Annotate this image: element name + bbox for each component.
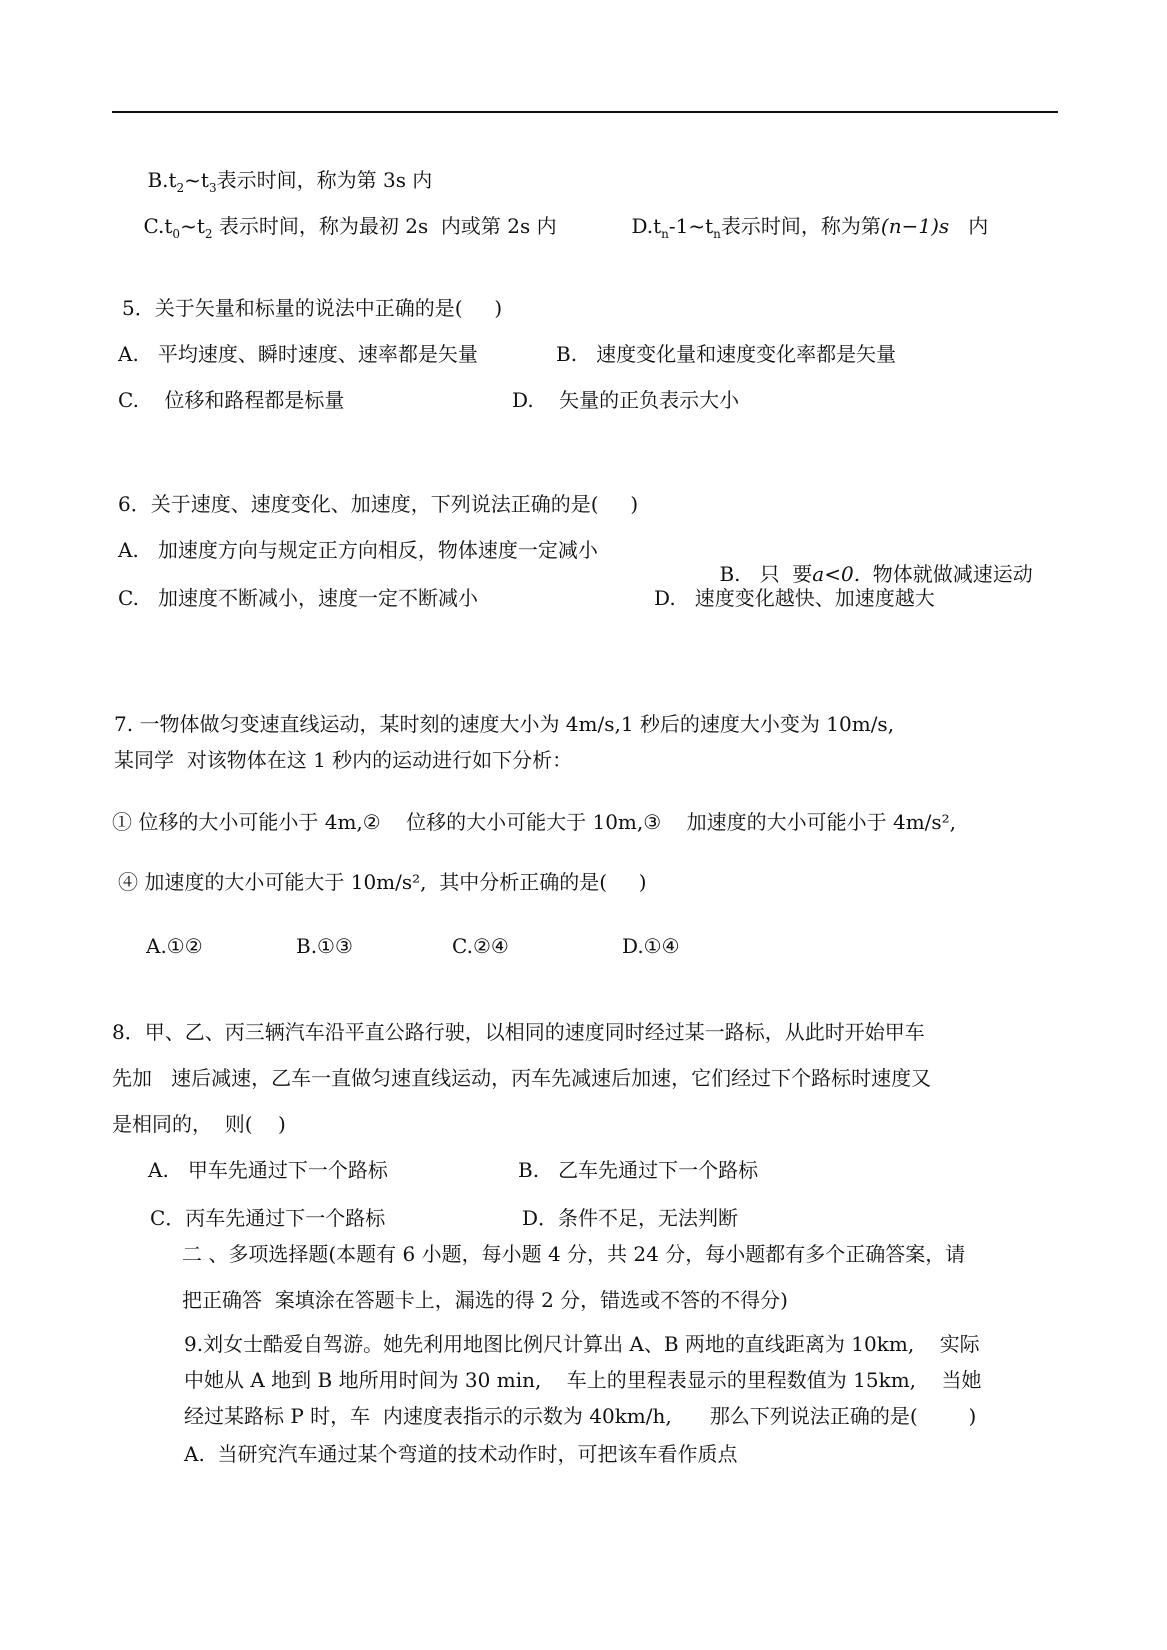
q8-line-1: 8．甲、乙、丙三辆汽车沿平直公路行驶，以相同的速度同时经过某一路标，从此时开始甲车 xyxy=(112,1020,925,1044)
q9-option-a: A. 当研究汽车通过某个弯道的技术动作时，可把该车看作质点 xyxy=(184,1442,738,1466)
q7-line-3: ① 位移的大小可能小于 4m,② 位移的大小可能大于 10m,③ 加速度的大小可能小于 4m/s², xyxy=(112,810,957,834)
section2-line-1: 二 、多项选择题(本题有 6 小题，每小题 4 分，共 24 分，每小题都有多个正确答案，请 xyxy=(182,1242,966,1266)
q6-option-a: A. 加速度方向与规定正方向相反，物体速度一定减小 xyxy=(118,538,598,562)
q8-option-c: C．丙车先通过下一个路标 xyxy=(150,1206,386,1230)
q5-stem: 5．关于矢量和标量的说法中正确的是( ) xyxy=(122,296,503,320)
q4-option-b: $B.t_2\sim t_3$表示时间，称为第 3s 内 xyxy=(147,168,433,195)
q7-option-a: A.①② xyxy=(146,934,203,958)
q7-line-1: 7. 一物体做匀变速直线运动，某时刻的速度大小为 4m/s,1 秒后的速度大小变为 10m/s, xyxy=(114,712,895,736)
q5-option-d: D. 矢量的正负表示大小 xyxy=(512,388,740,412)
q6-option-c: C. 加速度不断减小，速度一定不断减小 xyxy=(118,586,479,610)
q4-option-c: $C.t_0\sim t_2$ 表示时间，称为最初 2s 内或第 2s 内 xyxy=(143,214,557,241)
q7-line-2: 某同学 对该物体在这 1 秒内的运动进行如下分析： xyxy=(114,748,573,772)
q6-stem: 6．关于速度、速度变化、加速度，下列说法正确的是( ) xyxy=(118,492,639,516)
q8-option-d: D．条件不足，无法判断 xyxy=(522,1206,739,1230)
q7-line-4: ④ 加速度的大小可能大于 10m/s², 其中分析正确的是( ) xyxy=(118,870,647,894)
q9-line-1: 9.刘女士酷爱自驾游。她先利用地图比例尺计算出 A、B 两地的直线距离为 10km, 实际 xyxy=(184,1332,980,1356)
q8-line-3: 是相同的， 则( ) xyxy=(112,1112,286,1136)
q6-option-b: B. 只 要a<0. 物体就做减速运动 xyxy=(719,562,1033,586)
q8-option-a: A. 甲车先通过下一个路标 xyxy=(148,1158,388,1182)
q6-option-d: D. 速度变化越快、加速度越大 xyxy=(654,586,935,610)
q9-line-2: 中她从 A 地到 B 地所用时间为 30 min, 车上的里程表显示的里程数值为 15km, 当她 xyxy=(184,1368,982,1392)
q7-option-c: C.②④ xyxy=(452,934,509,958)
q5-option-a: A. 平均速度、瞬时速度、速率都是矢量 xyxy=(118,342,478,366)
q7-option-d: D.①④ xyxy=(622,934,680,958)
q4-option-d: $D.t_n-1\sim t_n$表示时间，称为第(n−1)s 内 xyxy=(631,214,989,241)
header-rule xyxy=(112,111,1058,113)
q8-option-b: B. 乙车先通过下一个路标 xyxy=(518,1158,759,1182)
q7-option-b: B.①③ xyxy=(296,934,353,958)
section2-line-2: 把正确答 案填涂在答题卡上，漏选的得 2 分，错选或不答的不得分) xyxy=(182,1288,788,1312)
q9-line-3: 经过某路标 P 时，车 内速度表指示的示数为 40km/h, 那么下列说法正确的是( ) xyxy=(184,1404,977,1428)
q5-option-c: C. 位移和路程都是标量 xyxy=(118,388,345,412)
q8-line-2: 先加 速后减速，乙车一直做匀速直线运动，丙车先减速后加速，它们经过下个路标时速度又 xyxy=(112,1066,932,1090)
q5-option-b: B. 速度变化量和速度变化率都是矢量 xyxy=(556,342,897,366)
